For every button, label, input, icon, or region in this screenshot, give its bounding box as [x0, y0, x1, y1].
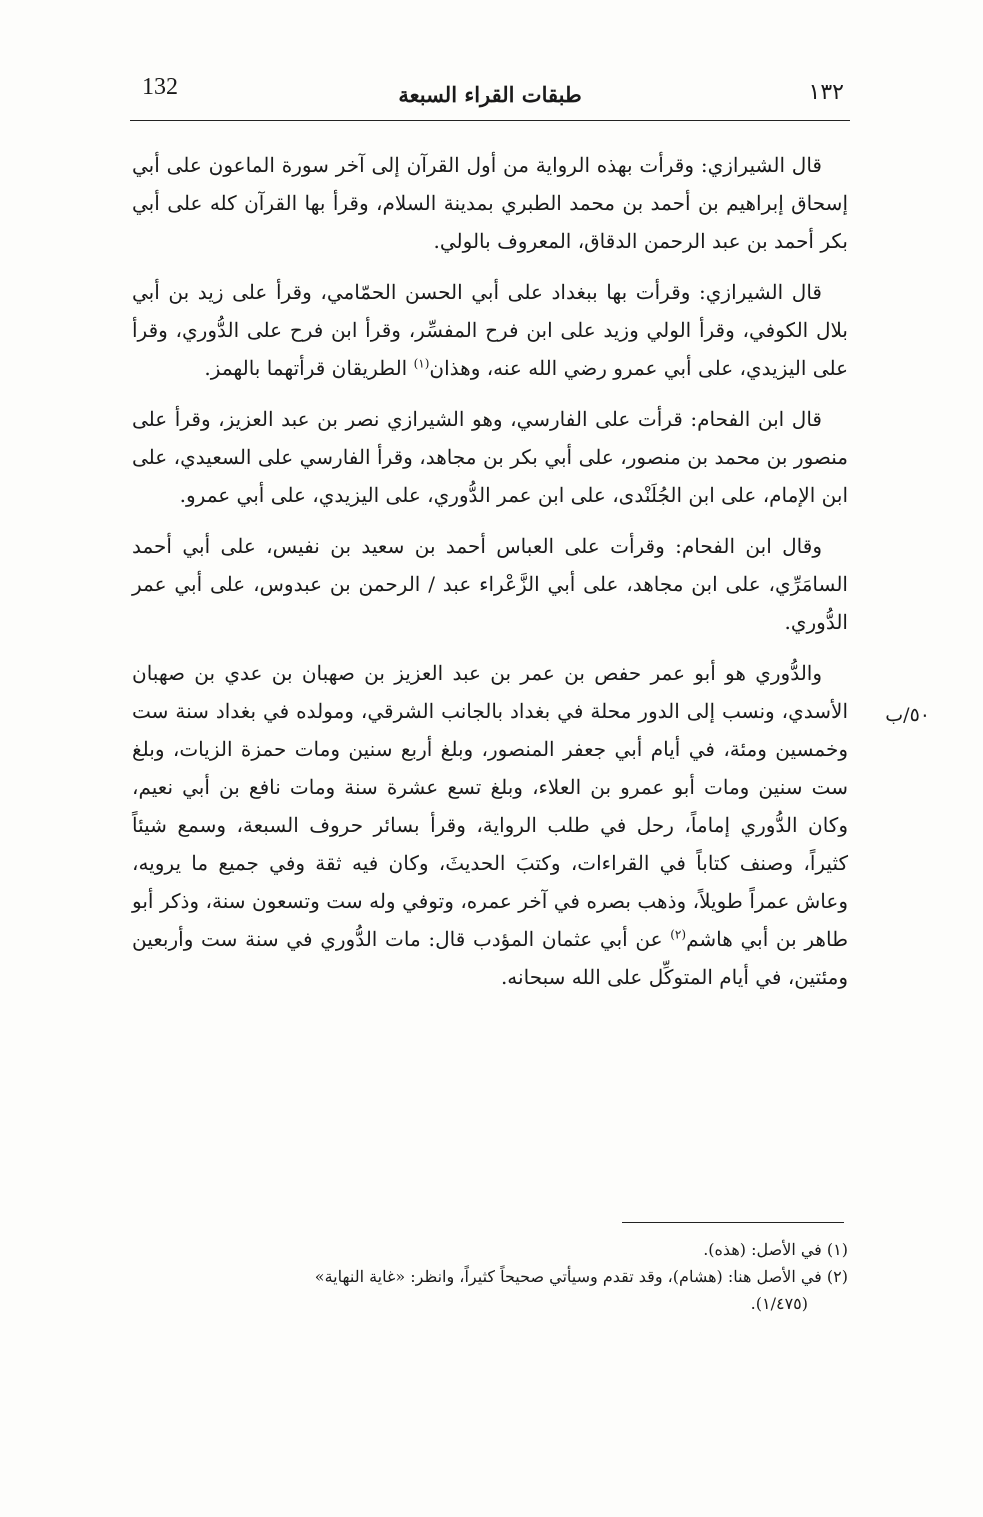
main-text [132, 146, 848, 1009]
footnote-divider [622, 1222, 844, 1223]
paragraph-text: والدُّوري هو أبو عمر حفص بن عمر بن عبد العزيز بن صهبان بن عدي بن صهبان الأسدي، ونسب إلى الدور محلة في بغداد بالجانب الشرقي، ومولده في بغداد سنة ست وخمسين ومئة، في أيام أبي جعفر المنصور، وبلغ أربع سنين ومات حمزة الزيات، وبلغ ست سنين ومات أبو عمرو بن العلاء، وبلغ تسع عشرة سنة ومات نافع بن أبي نعيم، وكان الدُّوري إماماً، رحل في طلب الرواية، وقرأ بسائر حروف السبعة، وسمع شيئاً كثيراً، وصنف كتاباً في القراءات، وكتبَ الحديثَ، وكان فيه ثقة وفي جميع ما يرويه، وعاش عمراً طويلاً، وذهب بصره في آخر عمره، وتوفي وله ست وتسعون سنة، وذكر أبو طاهر بن أبي هاشم [132, 661, 848, 951]
footnote: (٢) في الأصل هنا: (هشام)، وقد تقدم وسيأتي صحيحاً كثيراً، وانظر: «غاية النهاية» [314, 1267, 848, 1286]
footnote-ref: (١) [413, 356, 430, 371]
page-number-latin: 132 [142, 74, 178, 100]
paragraph-text: وهذان [429, 356, 481, 380]
page-number-arabic: ١٣٢ [808, 80, 844, 105]
paragraph-text: الطريقان قرأتهما بالهمز. [204, 356, 408, 380]
footnote-continuation: (١/٤٧٥). [750, 1294, 808, 1313]
manuscript-folio-marker: ٥٠/ب [885, 704, 930, 726]
paragraph-text: عن أبي عثمان المؤدب قال: مات الدُّوري في سنة ست وأربعين ومئتين، في أيام المتوكِّل على الله سبحانه. [132, 927, 848, 989]
footnotes [132, 1236, 848, 1317]
footnote-ref: (٢) [670, 927, 687, 942]
paragraph [132, 654, 848, 996]
paragraph: وقال ابن الفحام: وقرأت على العباس أحمد بن سعيد بن نفيس، على أبي أحمد السامَرِّي، على ابن مجاهد، على أبي الزَّعْراء عبد / الرحمن بن عبدوس، على أبي عمر الدُّوري. [132, 534, 848, 634]
paragraph [132, 273, 848, 387]
paragraph: قال الشيرازي: وقرأت بهذه الرواية من أول القرآن إلى آخر سورة الماعون على أبي إسحاق إبراهيم بن أحمد بن محمد الطبري بمدينة السلام، وقرأ بها القرآن كله على أبي بكر أحمد بن عبد الرحمن الدقاق، المعروف بالولي. [132, 153, 848, 253]
footnote: (١) في الأصل: (هذه). [703, 1240, 848, 1259]
page-header [130, 70, 850, 121]
paragraph: قال ابن الفحام: قرأت على الفارسي، وهو الشيرازي نصر بن عبد العزيز، وقرأ على منصور بن محمد بن منصور، على أبي بكر بن مجاهد، وقرأ الفارسي على السعيدي، على ابن الإمام، على ابن الجُلَنْدى، على ابن عمر الدُّوري، على اليزيدي، على أبي عمرو. [132, 407, 848, 507]
running-title: طبقات القراء السبعة [398, 82, 582, 107]
paragraph-text: قال الشيرازي: وقرأت بها ببغداد على أبي الحسن الحمّامي، وقرأ على زيد بن أبي بلال الكوفي، وقرأ الولي وزيد على ابن فرح المفسِّر، وقرأ ابن فرح على الدُّوري، وقرأ على اليزيدي، على أبي عمرو رضي الله عنه، [132, 280, 848, 380]
